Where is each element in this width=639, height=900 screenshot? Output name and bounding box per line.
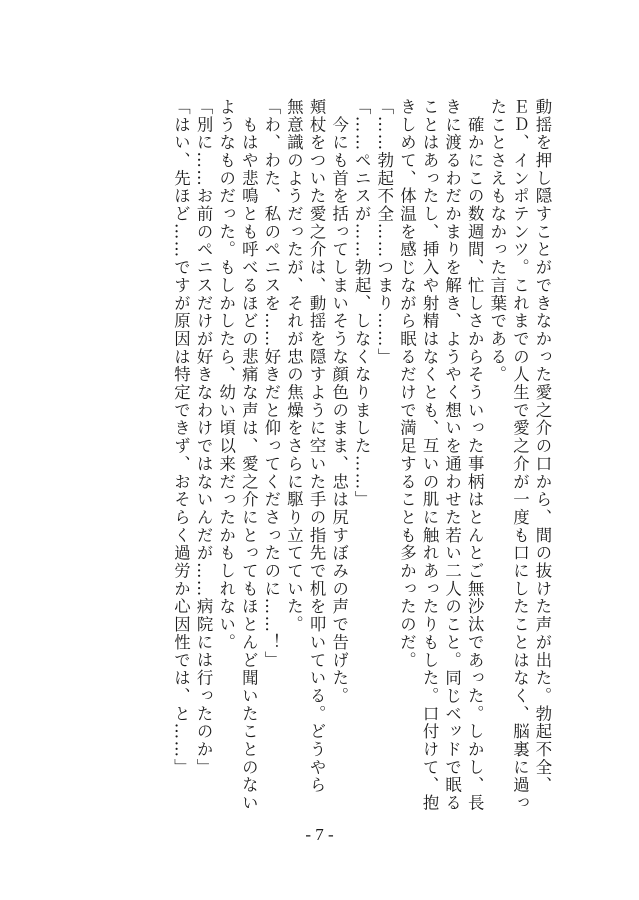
- text-column: きに渡るわだかまりを解き、ようやく想いを通わせた若い二人のこと。同じベッドで眠る: [442, 98, 462, 812]
- text-column: ＥＤ、インポテンツ。これまでの人生で愛之介が一度も口にしたことはなく、脳裏に過っ: [510, 98, 530, 812]
- text-column: 頬杖をついた愛之介は、動揺を隠すように空いた手の指先で机を叩いている。どうやら: [307, 98, 327, 795]
- text-column: 「……勃起不全……つまり……」: [374, 98, 394, 366]
- text-column: 無意識のようだったが、それが忠の焦燥をさらに駆り立てていた。: [284, 98, 304, 634]
- text-column: もはや悲鳴とも呼べるほどの悲痛な声は、愛之介にとってもほとんど聞いたことのない: [239, 98, 259, 812]
- text-column: 「はい、先ほど……ですが原因は特定できず、おそらく過労か心因性では、と……」: [171, 98, 191, 777]
- text-column: 今にも首を括ってしまいそうな顔色のまま、忠は尻すぼみの声で告げた。: [329, 98, 349, 705]
- text-column: 確かにこの数週間、忙しさからそういった事柄はとんとご無沙汰であった。しかし、長: [465, 98, 485, 812]
- page-number: - 7 -: [305, 825, 334, 844]
- text-column: 動揺を押し隠すことができなかった愛之介の口から、間の抜けた声が出た。勃起不全、: [533, 98, 552, 795]
- text-column: たことさえもなかった言葉である。: [487, 98, 507, 384]
- text-column: ようなものだった。もしかしたら、幼い頃以来だったかもしれない。: [216, 98, 236, 652]
- body-text: [95, 98, 553, 812]
- text-column: 「……ペニスが……勃起、しなくなりました……」: [352, 98, 372, 509]
- text-column: ことはあったし、挿入や射精はなくとも、互いの肌に触れあったりもした。口付けて、抱: [420, 98, 440, 812]
- text-column: 「別に……お前のペニスだけが好きなわけではないんだが……病院には行ったのか」: [194, 98, 214, 777]
- text-column: きしめて、体温を感じながら眠るだけで満足することも多かったのだ。: [397, 98, 417, 670]
- text-column: 「わ、わた、私のペニスを……好きだと仰ってくださったのに……！」: [261, 98, 281, 670]
